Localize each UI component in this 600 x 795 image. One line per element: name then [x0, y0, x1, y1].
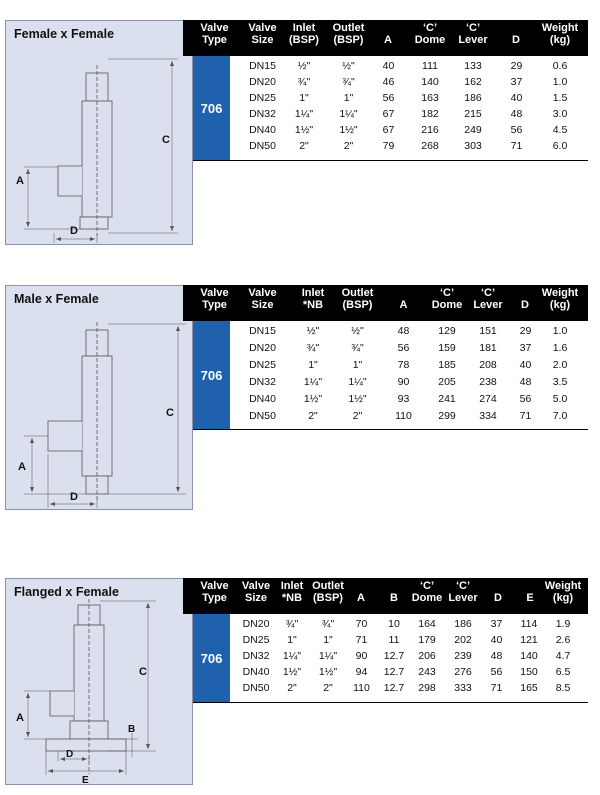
cell-a: 110	[395, 410, 412, 422]
cell-c-dome: 205	[438, 376, 456, 388]
cell-weight: 5.0	[552, 393, 568, 405]
cell-c-lever: 133	[464, 60, 482, 72]
cell-outlet: 1¼"	[348, 376, 367, 388]
cell-a: 46	[382, 76, 395, 88]
header-valve-type: Valve Type	[200, 287, 229, 311]
table-row	[193, 682, 588, 697]
header-c-dome: ‘C’ Dome	[414, 22, 446, 46]
cell-outlet: 2"	[352, 410, 363, 422]
valve-type-cell: 706	[193, 614, 230, 702]
cell-inlet: 1½"	[303, 393, 323, 405]
cell-d: 48	[490, 650, 503, 662]
cell-e: 140	[520, 650, 538, 662]
cell-a: 71	[355, 634, 368, 646]
header-d: D	[521, 299, 529, 311]
cell-size: DN40	[249, 393, 276, 405]
header-b: B	[390, 592, 398, 604]
cell-d: 71	[510, 140, 523, 152]
table-row	[193, 108, 588, 123]
header-inlet: Inlet *NB	[301, 287, 325, 311]
cell-size: DN25	[242, 634, 270, 646]
cell-d: 40	[490, 634, 503, 646]
cell-inlet: 2"	[287, 682, 297, 694]
cell-outlet: 1½"	[318, 666, 338, 678]
cell-d: 29	[519, 325, 532, 337]
cell-e: 165	[520, 682, 538, 694]
section-title: Male x Female	[14, 292, 99, 306]
flanged-female-valve-drawing	[6, 579, 194, 786]
table-row	[193, 325, 588, 340]
cell-inlet: ¾"	[285, 618, 299, 630]
cell-weight: 1.0	[552, 76, 568, 88]
cell-c-dome: 159	[438, 342, 456, 354]
cell-d: 37	[519, 342, 532, 354]
cell-a: 48	[397, 325, 410, 337]
cell-weight: 3.0	[552, 108, 568, 120]
cell-inlet: 1"	[299, 92, 309, 104]
valve-type-cell: 706	[193, 321, 230, 429]
cell-c-lever: 274	[479, 393, 497, 405]
table-row	[193, 92, 588, 107]
cell-inlet: ¾"	[306, 342, 320, 354]
cell-d: 48	[510, 108, 523, 120]
female-female-table-header	[183, 20, 588, 56]
cell-inlet: 2"	[299, 140, 309, 152]
flanged-female-table-body	[193, 614, 588, 703]
cell-c-dome: 298	[418, 682, 436, 694]
cell-d: 56	[510, 124, 523, 136]
cell-d: 37	[510, 76, 523, 88]
male-female-table-body	[193, 321, 588, 430]
section-title: Female x Female	[14, 27, 115, 41]
header-e: E	[526, 592, 534, 604]
cell-weight: 1.9	[555, 618, 571, 630]
cell-weight: 6.5	[555, 666, 571, 678]
dim-label-a: A	[16, 175, 24, 187]
header-c-lever: ‘C’ Lever	[448, 580, 478, 604]
cell-a: 93	[397, 393, 410, 405]
cell-a: 110	[353, 682, 370, 694]
dim-label-b: B	[128, 724, 136, 735]
section-title: Flanged x Female	[14, 585, 119, 599]
cell-c-dome: 111	[422, 60, 438, 72]
cell-c-dome: 216	[421, 124, 439, 136]
cell-outlet: ½"	[351, 325, 364, 337]
cell-inlet: 1½"	[282, 666, 302, 678]
cell-c-lever: 181	[479, 342, 497, 354]
cell-size: DN25	[249, 359, 276, 371]
cell-weight: 6.0	[552, 140, 568, 152]
cell-outlet: 2"	[343, 140, 354, 152]
cell-a: 94	[355, 666, 368, 678]
cell-d: 56	[519, 393, 532, 405]
table-row	[193, 60, 588, 75]
header-valve-size: Valve Size	[248, 22, 277, 46]
cell-b: 12.7	[383, 650, 405, 662]
cell-c-dome: 164	[418, 618, 436, 630]
header-valve-size: Valve Size	[248, 287, 277, 311]
cell-c-lever: 162	[464, 76, 482, 88]
dim-label-c: C	[162, 134, 170, 146]
cell-c-dome: 163	[421, 92, 439, 104]
cell-d: 37	[490, 618, 503, 630]
cell-inlet: ¾"	[297, 76, 311, 88]
header-d: D	[494, 592, 502, 604]
cell-inlet: ½"	[306, 325, 320, 337]
cell-c-dome: 129	[438, 325, 456, 337]
dim-label-c: C	[166, 407, 174, 419]
male-female-valve-drawing	[6, 286, 194, 511]
header-valve-size: Valve Size	[241, 580, 271, 604]
cell-outlet: 1½"	[348, 393, 367, 405]
table-row	[193, 618, 588, 633]
table-row	[193, 342, 588, 357]
cell-d: 56	[490, 666, 503, 678]
cell-a: 56	[382, 92, 395, 104]
cell-c-dome: 243	[418, 666, 436, 678]
female-female-table-body	[193, 56, 588, 161]
cell-size: DN15	[249, 60, 276, 72]
header-a: A	[384, 34, 392, 46]
cell-c-lever: 249	[464, 124, 482, 136]
table-row	[193, 76, 588, 91]
flanged-female-table-header	[183, 578, 588, 614]
cell-c-lever: 186	[464, 92, 482, 104]
header-d: D	[512, 34, 520, 46]
cell-b: 12.7	[383, 666, 405, 678]
cell-weight: 1.6	[552, 342, 568, 354]
header-c-lever: ‘C’ Lever	[473, 287, 503, 311]
header-outlet: Outlet (BSP)	[312, 580, 344, 604]
male-female-diagram-panel	[5, 285, 193, 510]
cell-weight: 1.5	[552, 92, 568, 104]
cell-size: DN50	[242, 682, 270, 694]
cell-weight: 0.6	[552, 60, 568, 72]
cell-c-lever: 333	[454, 682, 472, 694]
header-c-dome: ‘C’ Dome	[431, 287, 463, 311]
table-row	[193, 634, 588, 649]
cell-c-dome: 182	[421, 108, 439, 120]
cell-size: DN25	[249, 92, 276, 104]
cell-weight: 2.0	[552, 359, 568, 371]
cell-weight: 4.5	[552, 124, 568, 136]
cell-outlet: 1½"	[339, 124, 358, 136]
cell-outlet: 1¼"	[318, 650, 338, 662]
cell-c-dome: 299	[438, 410, 456, 422]
flanged-female-diagram-panel	[5, 578, 193, 785]
cell-c-lever: 215	[464, 108, 482, 120]
cell-a: 78	[397, 359, 410, 371]
cell-weight: 8.5	[555, 682, 571, 694]
header-weight: Weight (kg)	[544, 580, 582, 604]
cell-size: DN50	[249, 410, 276, 422]
cell-c-dome: 140	[421, 76, 439, 88]
cell-outlet: 1"	[343, 92, 354, 104]
cell-b: 11	[388, 634, 400, 646]
cell-c-lever: 276	[454, 666, 472, 678]
table-row	[193, 666, 588, 681]
header-a: A	[399, 299, 408, 311]
cell-size: DN20	[249, 342, 276, 354]
header-weight: Weight (kg)	[541, 287, 579, 311]
header-c-lever: ‘C’ Lever	[458, 22, 488, 46]
cell-size: DN15	[249, 325, 276, 337]
table-row	[193, 650, 588, 665]
cell-a: 70	[355, 618, 368, 630]
cell-e: 150	[520, 666, 538, 678]
cell-outlet: ¾"	[351, 342, 364, 354]
cell-c-lever: 151	[479, 325, 497, 337]
cell-outlet: ¾"	[321, 618, 335, 630]
cell-c-dome: 241	[438, 393, 456, 405]
cell-a: 79	[382, 140, 395, 152]
cell-a: 90	[397, 376, 410, 388]
cell-c-lever: 202	[454, 634, 472, 646]
cell-d: 71	[519, 410, 532, 422]
female-female-diagram-panel	[5, 20, 193, 245]
table-row	[193, 140, 588, 155]
cell-inlet: 2"	[308, 410, 318, 422]
cell-c-lever: 186	[454, 618, 472, 630]
cell-size: DN32	[249, 108, 276, 120]
header-outlet: Outlet (BSP)	[332, 22, 365, 46]
cell-c-dome: 179	[418, 634, 436, 646]
cell-outlet: 1¼"	[339, 108, 358, 120]
cell-a: 40	[382, 60, 395, 72]
cell-outlet: 2"	[323, 682, 333, 694]
cell-outlet: 1"	[352, 359, 363, 371]
valve-type-cell: 706	[193, 56, 230, 160]
cell-size: DN40	[242, 666, 270, 678]
male-female-table-header	[183, 285, 588, 321]
dim-label-d: D	[70, 491, 78, 503]
cell-outlet: 1"	[323, 634, 333, 646]
table-row	[193, 124, 588, 139]
cell-c-dome: 185	[438, 359, 456, 371]
header-a: A	[357, 592, 365, 604]
dim-label-d: D	[70, 225, 78, 237]
cell-outlet: ¾"	[342, 76, 355, 88]
header-inlet: Inlet (BSP)	[289, 22, 319, 46]
cell-b: 10	[388, 618, 400, 630]
cell-e: 114	[520, 618, 538, 630]
cell-c-dome: 206	[418, 650, 436, 662]
dim-label-d: D	[66, 749, 74, 760]
cell-inlet: 1¼"	[282, 650, 302, 662]
cell-weight: 3.5	[552, 376, 568, 388]
female-female-valve-drawing	[6, 21, 194, 246]
table-row	[193, 393, 588, 408]
header-weight: Weight (kg)	[541, 22, 579, 46]
cell-a: 67	[382, 124, 395, 136]
cell-size: DN40	[249, 124, 276, 136]
table-row	[193, 376, 588, 391]
header-valve-type: Valve Type	[200, 22, 229, 46]
cell-size: DN20	[242, 618, 270, 630]
cell-c-lever: 238	[479, 376, 497, 388]
header-outlet: Outlet (BSP)	[341, 287, 374, 311]
cell-a: 67	[382, 108, 395, 120]
dim-label-a: A	[16, 712, 24, 724]
cell-e: 121	[520, 634, 538, 646]
cell-inlet: 1½"	[294, 124, 314, 136]
cell-d: 29	[510, 60, 523, 72]
header-valve-type: Valve Type	[200, 580, 229, 604]
cell-c-lever: 334	[479, 410, 497, 422]
cell-d: 40	[510, 92, 523, 104]
cell-c-lever: 208	[479, 359, 497, 371]
cell-weight: 4.7	[555, 650, 571, 662]
cell-c-dome: 268	[421, 140, 439, 152]
cell-c-lever: 303	[464, 140, 482, 152]
cell-inlet: 1"	[308, 359, 318, 371]
cell-inlet: 1¼"	[294, 108, 314, 120]
cell-size: DN32	[249, 376, 276, 388]
cell-inlet: 1¼"	[303, 376, 323, 388]
cell-weight: 1.0	[552, 325, 568, 337]
cell-inlet: ½"	[297, 60, 311, 72]
cell-a: 56	[397, 342, 410, 354]
cell-inlet: 1"	[287, 634, 297, 646]
dim-label-e: E	[82, 775, 89, 786]
cell-size: DN20	[249, 76, 276, 88]
cell-d: 48	[519, 376, 532, 388]
cell-d: 40	[519, 359, 532, 371]
cell-weight: 2.6	[555, 634, 571, 646]
cell-weight: 7.0	[552, 410, 568, 422]
table-row	[193, 410, 588, 425]
cell-a: 90	[355, 650, 368, 662]
dim-label-a: A	[18, 461, 26, 473]
dim-label-c: C	[139, 666, 147, 678]
cell-c-lever: 239	[454, 650, 472, 662]
cell-b: 12.7	[383, 682, 405, 694]
cell-d: 71	[490, 682, 503, 694]
header-c-dome: ‘C’ Dome	[411, 580, 443, 604]
cell-size: DN32	[242, 650, 270, 662]
cell-outlet: ½"	[342, 60, 355, 72]
cell-size: DN50	[249, 140, 276, 152]
table-row	[193, 359, 588, 374]
header-inlet: Inlet *NB	[280, 580, 304, 604]
